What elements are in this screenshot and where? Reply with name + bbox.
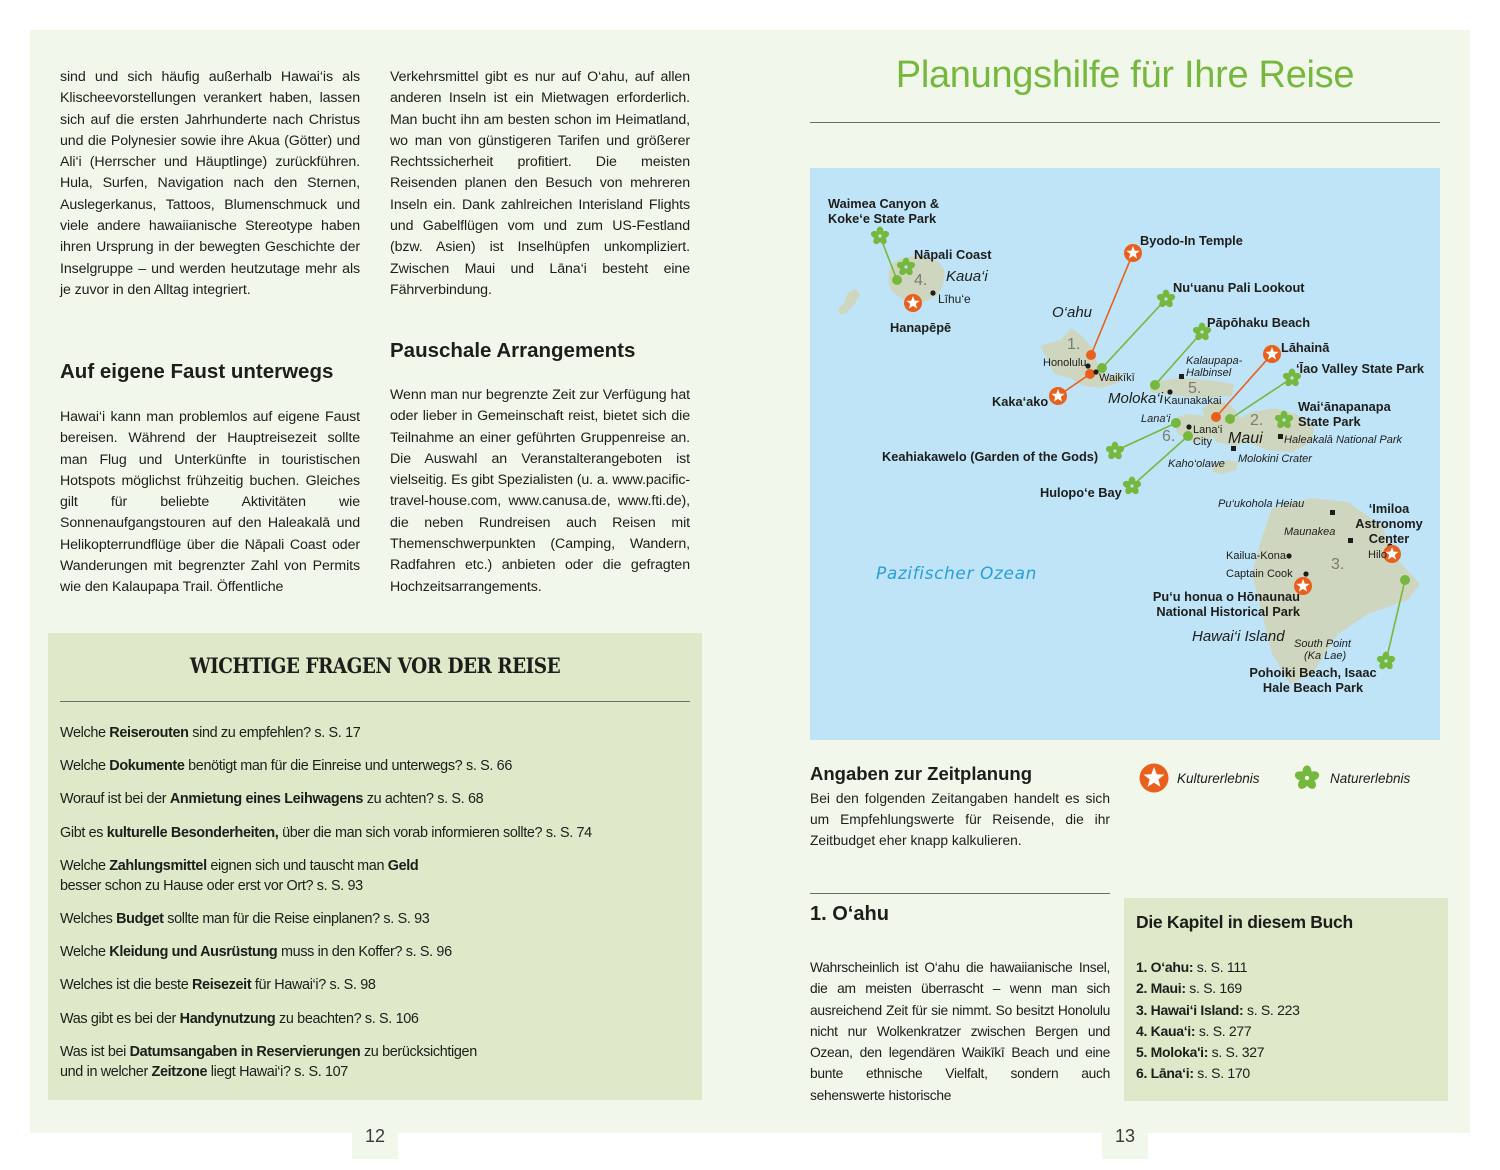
- place-label-kalaupapa: Kalaupapa-Halbinsel: [1186, 355, 1243, 379]
- legend-nature: [1292, 763, 1410, 793]
- column-2-section: [390, 385, 690, 598]
- town-label-lanai-city: Lana‘i City: [1193, 424, 1223, 448]
- chapters-list: [1136, 957, 1300, 1085]
- site-label-imiloa: ‘Imiloa Astronomy Center: [1355, 501, 1423, 546]
- question-item: Welches ist die beste Reisezeit für Hawai‘i? s. S. 98: [60, 977, 376, 994]
- culture-marker-lahaina: [1263, 345, 1281, 363]
- column-2-intro: [390, 67, 690, 301]
- culture-marker-hanapepe: [904, 294, 922, 312]
- chapters-box: [1124, 898, 1448, 1101]
- legend-culture: [1139, 763, 1260, 793]
- site-label-pohoiki: Pohoiki Beach, Isaac Hale Beach Park: [1249, 665, 1377, 695]
- nature-marker-waimea: [870, 227, 890, 246]
- site-label-papohaku: Pāpōhaku Beach: [1207, 315, 1311, 330]
- endpoint-dot: [892, 275, 902, 285]
- island-label-kahoolawe: Kaho‘olawe: [1168, 458, 1225, 470]
- question-item: Welche Kleidung und Ausrüstung muss in den Koffer? s. S. 96: [60, 944, 452, 961]
- hawaii-map: [810, 168, 1440, 740]
- body-text: Verkehrsmittel gibt es nur auf O‘ahu, auf allen anderen Inseln ist ein Mietwagen erforderlich. Man bucht ihn am besten schon im Heimatland, wo man von günstigeren Tarifen und größerer Rechtssicherheit profitiert. Die meisten Reisenden planen den Besuch von mehreren Inseln ein. Dank zahlreichen Interisland Flights und Gabelflügen vom und zum US-Festland (bzw. Asien) ist Inselhüpfen unkompliziert. Zwischen Maui und Lāna‘i besteht eine Fährverbindung.: [390, 69, 690, 298]
- chapter-item: 2. Maui: s. S. 169: [1136, 980, 1242, 997]
- town-label-kailua-kona: Kailua-Kona: [1226, 550, 1286, 562]
- legend-nature-label: Naturerlebnis: [1330, 770, 1411, 786]
- town-label-honolulu: Honolulu: [1043, 357, 1087, 369]
- place-label-puukohola: Pu‘ukohola Heiau: [1218, 498, 1305, 510]
- endpoint-dot: [1225, 414, 1235, 424]
- town-label-hilo: Hilo: [1368, 549, 1387, 561]
- question-item: Welches Budget sollte man für die Reise einplanen? s. S. 93: [60, 910, 430, 927]
- question-item: Welche Zahlungsmittel eignen sich und tauscht man Geld besser schon zu Hause oder erst vor Ort? s. S. 93: [60, 857, 419, 894]
- endpoint-dot: [1150, 380, 1160, 390]
- body-text: sind und sich häufig außerhalb Hawai‘is als Klischeevorstellungen verankert haben, lassen sich auf die ersten Jahrhunderte nach Christus und die Polynesier sowie ihre Akua (Götter) und Ali‘i (Herrscher und Häuptlinge) zurückführen. Hula, Surfen, Navigation nach den Sternen, Auslegerkanus, Tattoos, Blumenschmuck und viele andere hawaiianische Stereotype haben ihren Ursprung in der bewegten Geschichte der Inselgruppe – und werden heutzutage mehr als je zuvor in den Alltag integriert.: [60, 69, 360, 298]
- chapter-item: 1. O‘ahu: s. S. 111: [1136, 959, 1248, 975]
- town-label-lihue: Līhu‘e: [938, 292, 971, 306]
- place-marker-kalaupapa: [1179, 374, 1184, 379]
- question-item: Was ist bei Datumsangaben in Reservierungen zu berücksichtigen und in welcher Zeitzone liegt Hawai‘i? s. S. 107: [60, 1043, 477, 1080]
- site-label-lahaina: Lāhainā: [1281, 340, 1330, 355]
- body-text: Hawai‘i kann man problemlos auf eigene Faust bereisen. Während der Hauptreisezeit sollte man Flug und Unterkünfte in touristischen Hotspots möglichst frühzeitig buchen. Gleiches gilt für beliebte Aktivitäten wie Sonnenaufgangstouren auf den Haleakalā und Helikopterrundflüge über die Nāpali Coast oder Wanderungen mit begrenzter Zahl von Permits wie den Kalaupapa Trail. Öffentliche: [60, 409, 360, 596]
- column-1-intro: [60, 67, 360, 301]
- island-label-kauai: Kaua‘i: [946, 268, 988, 285]
- site-label-puuhonua: Pu‘u honua o Hōnaunau National Historical Park: [1152, 589, 1300, 619]
- connector-nuuanu: [1102, 299, 1166, 368]
- connector-byodo: [1091, 253, 1133, 355]
- town-dot-kailua-kona: [1286, 553, 1291, 558]
- body-text: Wenn man nur begrenzte Zeit zur Verfügung hat oder lieber in Gemeinschaft reist, bietet sich die Teilnahme an einer geführten Gruppenreise an. Die Auswahl an Veranstalterangeboten ist vielseitig. Es gibt Spezialisten (u. a. www.pacific-travel-house.com, www.canusa.de, www.fti.de), die neben Rundreisen auch Reisen mit Themenschwerpunkten (Camping, Wandern, Radfahren etc.) anbieten oder die gefragten Hochzeitsarrangements.: [390, 387, 690, 595]
- site-label-byodo-in: Byodo-In Temple: [1140, 233, 1243, 248]
- niihau-island: [838, 289, 860, 315]
- island-label-oahu: O‘ahu: [1052, 304, 1093, 321]
- questions-list: [60, 723, 690, 1095]
- site-label-kakaako: Kaka‘ako: [992, 394, 1049, 409]
- island-label-maui: Maui: [1228, 430, 1263, 447]
- island-number-3: 3.: [1331, 556, 1345, 573]
- island-number-1: 1.: [1067, 336, 1081, 353]
- culture-marker-kakaako: [1049, 387, 1067, 405]
- chapters-title: Die Kapitel in diesem Buch: [1136, 912, 1353, 932]
- nature-flower-icon: [1292, 763, 1322, 793]
- site-label-nuuanu: Nu‘uanu Pali Lookout: [1173, 280, 1305, 295]
- oahu-heading: 1. O‘ahu: [810, 903, 889, 925]
- ocean-label: Pazifischer Ozean: [876, 564, 1038, 584]
- section-heading-pauschal: Pauschale Arrangements: [390, 339, 636, 362]
- place-marker-haleakala: [1278, 434, 1283, 439]
- island-number-2: 2.: [1250, 412, 1264, 429]
- town-label-waikiki: Waikīkī: [1099, 372, 1135, 384]
- place-label-south-point: South Point: [1294, 638, 1351, 650]
- divider: [810, 122, 1440, 123]
- timing-heading: Angaben zur Zeitplanung: [810, 763, 1032, 784]
- site-label-iao: ‘Īao Valley State Park: [1296, 361, 1425, 376]
- site-label-keahiakawelo: Keahiakawelo (Garden of the Gods): [882, 449, 1099, 464]
- legend-culture-label: Kulturerlebnis: [1177, 770, 1260, 786]
- questions-box: [48, 633, 702, 1100]
- place-label-molokini: Molokini Crater: [1238, 453, 1312, 465]
- island-number-5: 5.: [1188, 380, 1202, 397]
- island-label-molokai: Moloka‘i: [1108, 390, 1164, 407]
- site-label-hanapepe: Hanapēpē: [890, 320, 952, 335]
- island-number-4: 4.: [914, 272, 928, 289]
- page-number-left: 12: [352, 1113, 398, 1159]
- page-title: Planungshilfe für Ihre Reise: [895, 54, 1355, 96]
- questions-title: WICHTIGE FRAGEN VOR DER REISE: [189, 653, 561, 678]
- question-item: Welche Dokumente benötigt man für die Einreise und unterwegs? s. S. 66: [60, 758, 512, 775]
- endpoint-dot: [1183, 431, 1193, 441]
- place-label-haleakala: Haleakalā National Park: [1284, 434, 1403, 446]
- town-dot-captain-cook: [1303, 571, 1308, 576]
- endpoint-dot: [1400, 575, 1410, 585]
- town-label-captain-cook: Captain Cook: [1226, 568, 1293, 580]
- site-label-waimea: Waimea Canyon & Koke‘e State Park: [828, 196, 940, 226]
- endpoint-dot: [1171, 418, 1181, 428]
- site-label-napali: Nāpali Coast: [914, 247, 992, 262]
- town-dot-lihue: [930, 290, 935, 295]
- nature-marker-keahiakawelo: [1105, 442, 1125, 461]
- page-number-right: 13: [1102, 1113, 1148, 1159]
- question-item: Worauf ist bei der Anmietung eines Leihwagens zu achten? s. S. 68: [60, 791, 484, 808]
- place-label-ka-lae: (Ka Lae): [1304, 650, 1347, 662]
- endpoint-dot: [1211, 412, 1221, 422]
- place-label-maunakea: Maunakea: [1284, 526, 1336, 538]
- timing-text: Bei den folgenden Zeitangaben handelt es sich um Empfehlungswerte für Reisende, die ihr Zeitbudget eher knapp kalkulieren.: [810, 791, 1110, 848]
- place-marker-puukohola: [1330, 510, 1335, 515]
- oahu-text: Wahrscheinlich ist O‘ahu die hawaiianische Insel, die am meisten überrascht – wenn man sich ausreichend Zeit für sie nimmt. So besitzt Honolulu nicht nur Wolkenkratzer zwischen Bergen und Ozean, den legendären Waikīkī Beach und eine bunte ethnische Vielfalt, sondern auch sehenswerte historische: [810, 960, 1110, 1103]
- town-label-kaunakakai: Kaunakakai: [1164, 395, 1222, 407]
- chapter-item: 6. Lāna‘i: s. S. 170: [1136, 1065, 1250, 1082]
- endpoint-dot: [1086, 350, 1096, 360]
- divider: [810, 893, 1110, 894]
- question-item: Was gibt es bei der Handynutzung zu beachten? s. S. 106: [60, 1010, 419, 1027]
- section-heading-faust: Auf eigene Faust unterwegs: [60, 360, 334, 383]
- town-dot-lanai-city: [1186, 424, 1191, 429]
- town-dot-waikiki: [1093, 369, 1098, 374]
- endpoint-dot: [1085, 369, 1095, 379]
- chapter-item: 4. Kaua‘i: s. S. 277: [1136, 1022, 1252, 1039]
- site-label-hulopoe: Hulopo‘e Bay: [1040, 485, 1122, 500]
- site-label-waianapanapa: Wai‘ānapanapa State Park: [1298, 399, 1391, 429]
- chapter-item: 3. Hawai‘i Island: s. S. 223: [1136, 1001, 1300, 1018]
- question-item: Gibt es kulturelle Besonderheiten, über die man sich vorab informieren sollte? s. S. 74: [60, 824, 592, 841]
- island-label-lanai: Lana‘i: [1141, 413, 1171, 425]
- island-number-6: 6.: [1162, 428, 1176, 445]
- column-1-section: [60, 407, 360, 599]
- place-marker-maunakea: [1348, 538, 1353, 543]
- island-label-hawaii: Hawai‘i Island: [1192, 628, 1285, 645]
- culture-star-icon: [1139, 763, 1169, 793]
- divider: [60, 701, 690, 702]
- chapter-item: 5. Moloka'i: s. S. 327: [1136, 1044, 1265, 1061]
- question-item: Welche Reiserouten sind zu empfehlen? s. S. 17: [60, 725, 361, 741]
- town-dot-kaunakakai: [1167, 389, 1172, 394]
